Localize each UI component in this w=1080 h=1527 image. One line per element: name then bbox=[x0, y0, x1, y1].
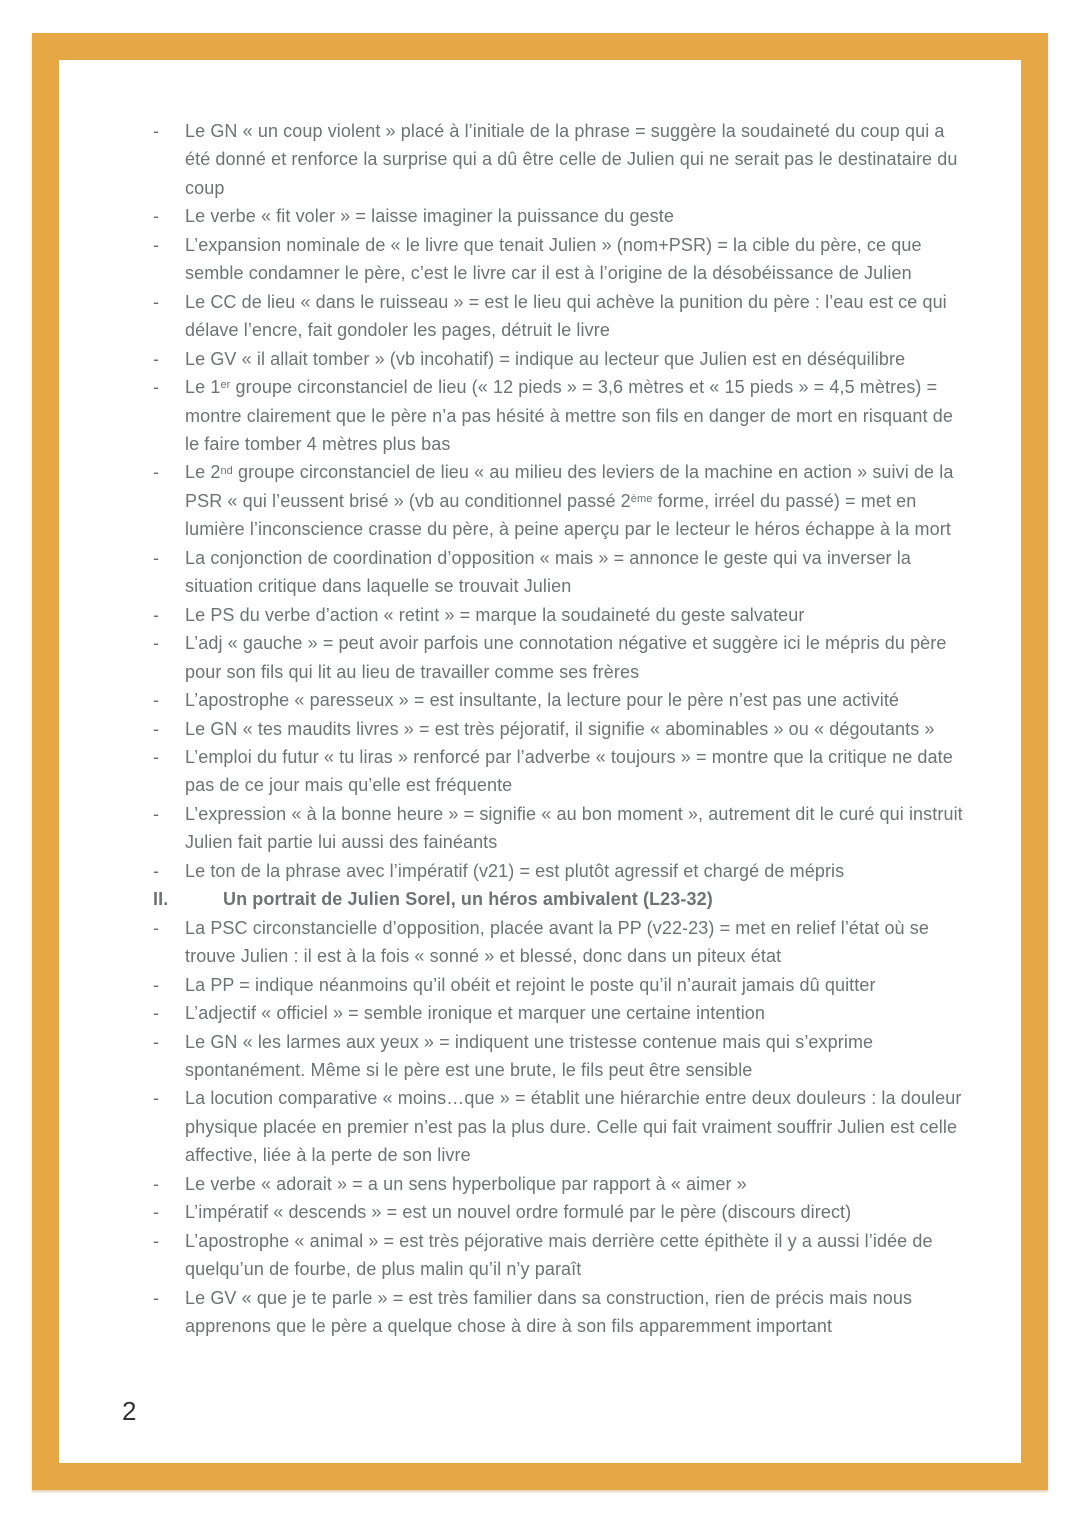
list-item bbox=[153, 971, 965, 999]
bullet-dash-icon: - bbox=[153, 917, 160, 938]
text-segment: Le PS du verbe d’action « retint » = marque la soudaineté du geste salvateur bbox=[185, 604, 805, 625]
bullet-dash-icon: - bbox=[153, 1031, 160, 1052]
list-item bbox=[153, 629, 965, 686]
text-segment: Le ton de la phrase avec l’impératif (v21) = est plutôt agressif et chargé de mépris bbox=[185, 860, 845, 881]
list-item-text bbox=[185, 345, 965, 373]
list-item-text bbox=[185, 544, 965, 601]
list-item bbox=[153, 1028, 965, 1085]
list-item bbox=[153, 1198, 965, 1226]
list-item bbox=[153, 1084, 965, 1169]
bullet-dash-icon: - bbox=[153, 348, 160, 369]
bullet-list bbox=[153, 117, 965, 1340]
list-item-text bbox=[185, 857, 965, 885]
text-segment: forme, irréel du passé) = met en lumière l’inconscience crasse du père, à peine aperçu par le lecteur le héros échappe à la mort bbox=[185, 490, 951, 540]
list-item bbox=[153, 686, 965, 714]
list-item-text bbox=[185, 1227, 965, 1284]
bullet-dash-icon: - bbox=[153, 746, 160, 767]
text-segment: L’impératif « descends » = est un nouvel ordre formulé par le père (discours direct) bbox=[185, 1202, 852, 1223]
list-item-text bbox=[185, 1198, 965, 1226]
bullet-dash-icon: - bbox=[153, 291, 160, 312]
bullet-dash-icon: - bbox=[153, 1173, 160, 1194]
text-segment: L’apostrophe « paresseux » = est insultante, la lecture pour le père n’est pas une activité bbox=[185, 690, 900, 711]
text-segment: La locution comparative « moins…que » = établit une hiérarchie entre deux douleurs : la douleur physique placée en premier n’est pas la plus dure. Celle qui fait vraiment souffrir Julien est celle affective, liée à la perte de son livre bbox=[185, 1088, 962, 1166]
text-segment: L’emploi du futur « tu liras » renforcé par l’adverbe « toujours » = montre que la critique ne date pas de ce jour mais qu’elle est fréquente bbox=[185, 746, 953, 796]
text-segment: Le verbe « adorait » = a un sens hyperbolique par rapport à « aimer » bbox=[185, 1173, 747, 1194]
section-heading bbox=[153, 885, 965, 913]
text-segment: L’apostrophe « animal » = est très péjorative mais derrière cette épithète il y a aussi l’idée de quelqu’un de fourbe, de plus malin qu’il n’y paraît bbox=[185, 1230, 933, 1280]
list-item bbox=[153, 544, 965, 601]
text-segment: Le GN « un coup violent » placé à l’initiale de la phrase = suggère la soudaineté du coup qui a été donné et renforce la surprise qui a dû être celle de Julien qui ne serait pas le destinataire du coup bbox=[185, 121, 958, 198]
list-item-text bbox=[185, 629, 965, 686]
list-item bbox=[153, 601, 965, 629]
section-title: Un portrait de Julien Sorel, un héros ambivalent (L23-32) bbox=[223, 889, 713, 910]
list-item-text bbox=[185, 231, 965, 288]
section-number: II. bbox=[153, 889, 169, 910]
text-segment: Le CC de lieu « dans le ruisseau » = est le lieu qui achève la punition du père : l’eau est ce qui délave l’encre, fait gondoler les pages, détruit le livre bbox=[185, 291, 947, 341]
list-item-text bbox=[185, 999, 965, 1027]
list-item bbox=[153, 373, 965, 458]
text-segment: Le 2 bbox=[185, 462, 221, 483]
bullet-dash-icon: - bbox=[153, 462, 160, 483]
list-item-text bbox=[185, 715, 965, 743]
list-item bbox=[153, 345, 965, 373]
text-segment: Le 1 bbox=[185, 377, 221, 398]
list-item bbox=[153, 1284, 965, 1341]
list-item-text bbox=[185, 686, 965, 714]
bullet-dash-icon: - bbox=[153, 633, 160, 654]
list-item-text bbox=[185, 117, 965, 202]
text-segment: Le GN « tes maudits livres » = est très péjoratif, il signifie « abominables » ou « dégoutants » bbox=[185, 718, 935, 739]
list-item-text bbox=[185, 1170, 965, 1198]
bullet-dash-icon: - bbox=[153, 860, 160, 881]
list-item bbox=[153, 715, 965, 743]
list-item-text bbox=[185, 1028, 965, 1085]
text-segment: La PP = indique néanmoins qu’il obéit et rejoint le poste qu’il n’aurait jamais dû quitter bbox=[185, 974, 876, 995]
bullet-dash-icon: - bbox=[153, 377, 160, 398]
list-item-text bbox=[185, 743, 965, 800]
list-item bbox=[153, 800, 965, 857]
bullet-dash-icon: - bbox=[153, 1287, 160, 1308]
list-item-text bbox=[185, 914, 965, 971]
text-segment: La PSC circonstancielle d’opposition, placée avant la PP (v22-23) = met en relief l’état où se trouve Julien : il est à la fois « sonné » et blessé, donc dans un piteux état bbox=[185, 917, 929, 967]
superscript-text: er bbox=[220, 379, 231, 392]
text-segment: L’expression « à la bonne heure » = signifie « au bon moment », autrement dit le curé qui instruit Julien fait partie lui aussi des fainéants bbox=[185, 803, 963, 853]
bullet-dash-icon: - bbox=[153, 1202, 160, 1223]
text-segment: Le GV « que je te parle » = est très familier dans sa construction, rien de précis mais nous apprenons que le père a quelque chose à dire à son fils apparemment important bbox=[185, 1287, 913, 1337]
list-item-text bbox=[185, 458, 965, 543]
bullet-dash-icon: - bbox=[153, 718, 160, 739]
superscript-text: ème bbox=[630, 492, 653, 505]
list-item bbox=[153, 117, 965, 202]
list-item bbox=[153, 1227, 965, 1284]
bullet-dash-icon: - bbox=[153, 121, 160, 141]
bullet-dash-icon: - bbox=[153, 803, 160, 824]
text-segment: La conjonction de coordination d’opposition « mais » = annonce le geste qui va inverser la situation critique dans laquelle se trouvait Julien bbox=[185, 547, 911, 597]
list-item bbox=[153, 458, 965, 543]
text-segment: Le GN « les larmes aux yeux » = indiquent une tristesse contenue mais qui s’exprime spontanément. Même si le père est une brute, le fils peut être sensible bbox=[185, 1031, 874, 1080]
text-segment: groupe circonstanciel de lieu « au milieu des leviers de la machine en action » suivi de la PSR « qui l’eussent brisé » (vb au conditionnel passé 2 bbox=[185, 462, 954, 511]
list-item bbox=[153, 857, 965, 885]
list-item-text bbox=[185, 1084, 965, 1169]
text-segment: groupe circonstanciel de lieu (« 12 pieds » = 3,6 mètres et « 15 pieds » = 4,5 mètres) = montre clairement que le père n’a pas hésité à mettre son fils en danger de mort en risquant de le faire tomber 4 mètres plus bas bbox=[185, 377, 953, 454]
bullet-dash-icon: - bbox=[153, 1230, 160, 1251]
bullet-dash-icon: - bbox=[153, 1088, 160, 1109]
list-item-text bbox=[185, 202, 965, 230]
list-item bbox=[153, 288, 965, 345]
list-item-text bbox=[185, 601, 965, 629]
text-segment: L’adj « gauche » = peut avoir parfois une connotation négative et suggère ici le mépris du père pour son fils qui lit au lieu de travailler comme ses frères bbox=[185, 633, 947, 682]
list-item-text bbox=[185, 800, 965, 857]
text-segment: Le GV « il allait tomber » (vb incohatif) = indique au lecteur que Julien est en déséquilibre bbox=[185, 348, 906, 369]
superscript-text: nd bbox=[220, 464, 233, 477]
text-segment: L’adjectif « officiel » = semble ironique et marquer une certaine intention bbox=[185, 1003, 766, 1024]
list-item-text bbox=[185, 288, 965, 345]
bullet-dash-icon: - bbox=[153, 1003, 160, 1024]
bullet-dash-icon: - bbox=[153, 604, 160, 625]
list-item-text bbox=[185, 971, 965, 999]
text-segment: Le verbe « fit voler » = laisse imaginer la puissance du geste bbox=[185, 206, 674, 227]
text-segment: L’expansion nominale de « le livre que tenait Julien » (nom+PSR) = la cible du père, ce que semble condamner le père, c’est le livre car il est à l’origine de la désobéissance de Julien bbox=[185, 234, 922, 284]
list-item-text bbox=[185, 373, 965, 458]
list-item bbox=[153, 231, 965, 288]
list-item bbox=[153, 202, 965, 230]
bullet-dash-icon: - bbox=[153, 690, 160, 711]
bullet-dash-icon: - bbox=[153, 974, 160, 995]
list-item bbox=[153, 1170, 965, 1198]
page-number: 2 bbox=[122, 1396, 137, 1426]
list-item bbox=[153, 914, 965, 971]
list-item-text bbox=[185, 1284, 965, 1341]
bullet-dash-icon: - bbox=[153, 547, 160, 568]
bullet-dash-icon: - bbox=[153, 234, 160, 255]
list-item bbox=[153, 999, 965, 1027]
bullet-dash-icon: - bbox=[153, 206, 160, 227]
list-item bbox=[153, 743, 965, 800]
